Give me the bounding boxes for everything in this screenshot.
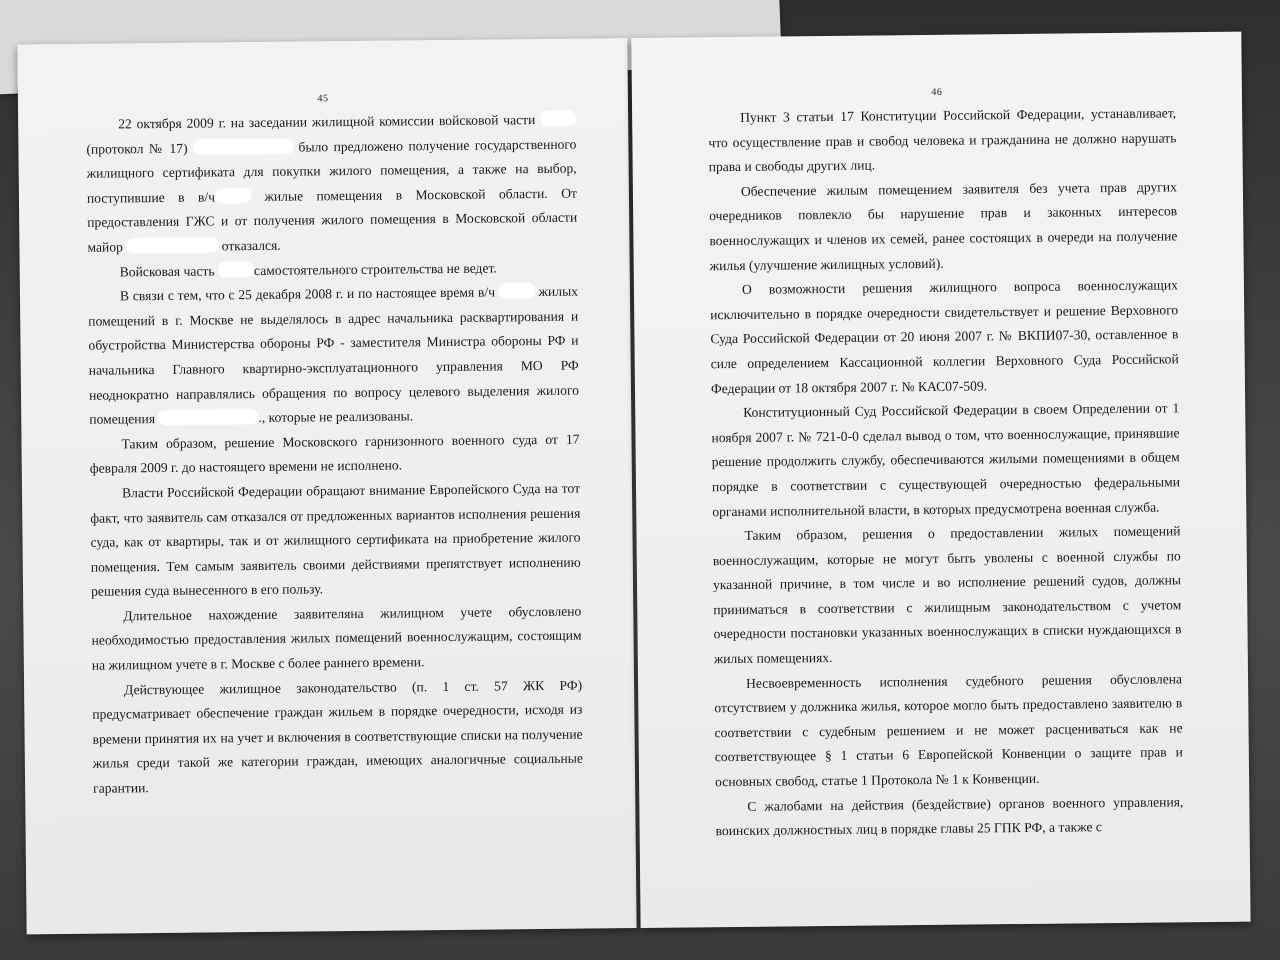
paragraph: Таким образом, решение Московского гарнизонного военного суда от 17 февраля 2009 г. до настоящего времени не исполнено. xyxy=(89,431,580,477)
paragraph: Власти Российской Федерации обращают внимание Европейского Суда на тот факт, что заявитель сам отказался от предложенных вариантов исполнения решения суда, как от квартиры, так и от жилищного сертификата на приобретение жилого помещения. Тем самым заявитель своими действиями препятствует исполнению решения суда вынесенного в его пользу. xyxy=(90,480,581,600)
paragraph: Длительное нахождение заявителяна жилищном учете обусловлено необходимостью предоставления жилых помещений военнослужащим, состоящим на жилищном учете в г. Москве с более раннего времени. xyxy=(91,603,582,673)
text-run: ., которые не реализованы. xyxy=(258,408,414,426)
paragraph: Пункт 3 статьи 17 Конституции Российской Федерации, устанавливает, что осуществление прав и свобод человека и гражданина не должно нарушать права и свободы других лиц. xyxy=(708,105,1177,175)
redaction-mark xyxy=(158,409,258,425)
text-run: жилые помещения в Московской области. От предоставления ГЖС и от получения жилого помещения в Московской области майор xyxy=(87,185,578,255)
left-page xyxy=(17,38,636,934)
text-run: 22 октября 2009 г. на заседании жилищной комиссии войсковой части xyxy=(118,112,536,132)
text-run: было предложено получение государственного жилищного сертификата для покупки жилого помещения, а также на выбор, поступившие в в/ч xyxy=(86,136,577,206)
paragraph: Действующее жилищное законодательство (п. 1 ст. 57 ЖК РФ) предусматривает обеспечение граждан жильем в порядке очередности, исходя из времени принятия их на учет и включения в соответствующие списки на получение жилья среди такой же категории граждан, имеющих аналогичные социальные гарантии. xyxy=(92,677,583,796)
text-run: Войсковая часть xyxy=(119,262,215,279)
text-run: жилых помещений в г. Москве не выделялось в адрес начальника расквартирования и обустройства Министерства обороны РФ - заместителя Министра обороны РФ и начальника Главного квартирно-эксплуатационного управления МО РФ неоднократно направлялись обращения по вопросу целевого выделения жилого помещения xyxy=(88,283,580,427)
redaction-mark xyxy=(499,283,535,298)
paragraph xyxy=(86,108,578,261)
redaction-mark xyxy=(218,262,254,277)
page-number: 45 xyxy=(317,93,329,105)
redaction-mark xyxy=(193,138,293,154)
redaction-mark xyxy=(215,188,251,203)
redaction-mark xyxy=(126,237,218,253)
page-number: 46 xyxy=(931,86,943,98)
text-run: отказался. xyxy=(221,237,281,254)
paragraph: Обеспечение жилым помещением заявителя без учета прав других очередников повлекло бы нарушение прав и законных интересов военнослужащих и членов их семей, ранее состоящих в очереди на получение жилья (улучшение жилищных условий). xyxy=(709,179,1178,273)
paragraph: Таким образом, решения о предоставлении жилых помещений военнослужащим, которые не могут быть уволены с военной службы по указанной причине, в том числе и во исполнение решений судов, должны приниматься в соответствии с жилищным законодательством с учетом очередности постановки указанных военнослужащих в списки нуждающихся в жилых помещениях. xyxy=(712,523,1182,667)
paragraph: Несвоевременность исполнения судебного решения обусловлена отсутствием у должника жилья, которое могло быть предоставлено заявителю в соответствии с судебным решением и не может расцениваться как не соответствующее § 1 статьи 6 Европейской Конвенции о защите прав и основных свобод, статье 1 Протокола № 1 к Конвенции. xyxy=(714,670,1183,790)
document-spread xyxy=(17,32,1258,941)
page-body xyxy=(632,101,1250,845)
page-body xyxy=(18,107,635,802)
text-run: (протокол № 17) xyxy=(86,140,188,157)
right-page xyxy=(631,32,1250,928)
redaction-mark xyxy=(540,111,576,126)
paragraph: О возможности решения жилищного вопроса военнослужащих исключительно в порядке очередности свидетельствует и решение Верховного Суда Российской Федерации от 20 июня 2007 г. № ВКПИ07-30, оставленное в силе определением Кассационной коллегии Верховного Суда Российской Федерации от 18 октября 2007 г. № КАС07-509. xyxy=(710,277,1179,396)
paragraph: С жалобами на действия (бездействие) органов военного управления, воинских должностных лиц в порядке главы 25 ГПК РФ, а также с xyxy=(715,793,1184,839)
paragraph xyxy=(88,280,580,433)
text-run: самостоятельного строительства не ведет. xyxy=(253,260,497,278)
paragraph: Конституционный Суд Российской Федерации в своем Определении от 1 ноября 2007 г. № 721-0-0 сделал вывод о том, что военнослужащие, принявшие решение продолжить службу, обеспечиваются жилыми помещениями в общем порядке в соответствии с существующей очередностью федеральными органами исполнительной власти, в которых предусмотрена военная служба. xyxy=(711,400,1181,519)
text-run: В связи с тем, что с 25 декабря 2008 г. и по настоящее время в/ч xyxy=(119,284,496,304)
